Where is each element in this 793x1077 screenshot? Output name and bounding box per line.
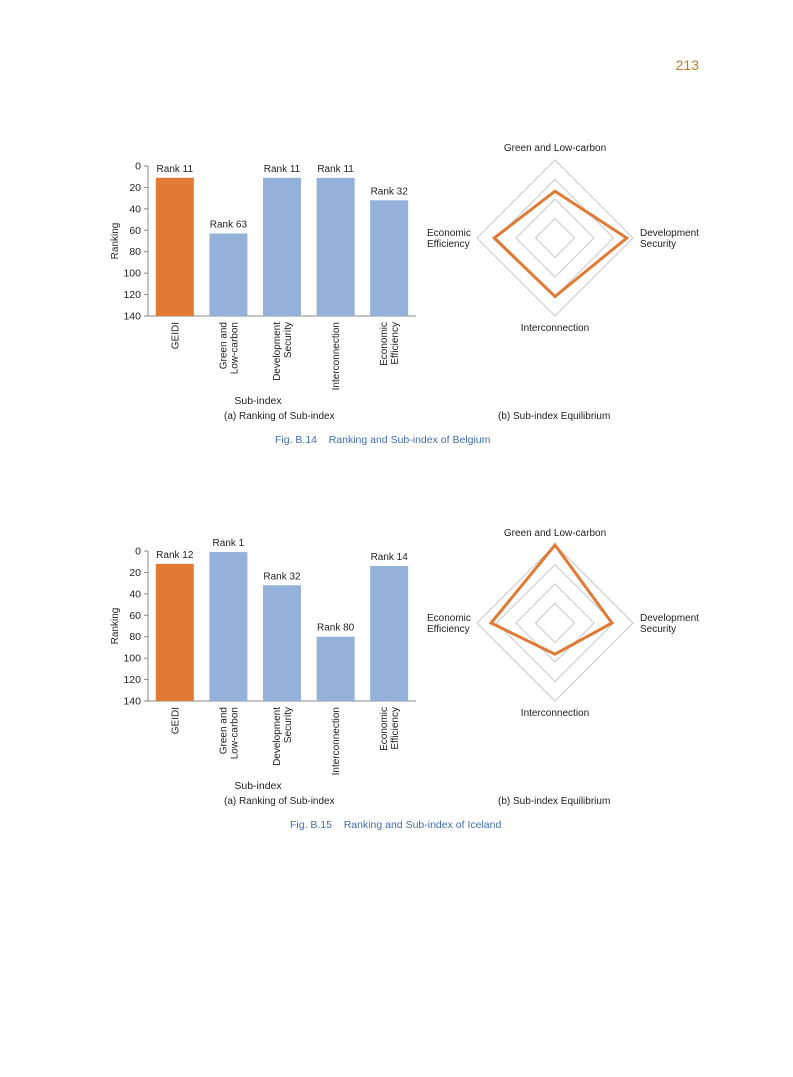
x-axis-label: Sub-index (234, 780, 282, 792)
figure-b15 (0, 528, 793, 835)
y-tick-label: 0 (135, 545, 141, 558)
radar-axis-label-line: Economic (427, 613, 471, 624)
radar-axis-label-left (427, 613, 471, 635)
radar-grid-ring (536, 219, 575, 258)
x-tick-label (272, 322, 294, 381)
radar-axis-label-line: Security (640, 624, 677, 635)
x-tick-label-line: Low-carbon (229, 707, 241, 760)
subcaption-bar-belgium: (a) Ranking of Sub-index (224, 411, 335, 422)
x-tick-label-line: Development (272, 322, 283, 381)
x-tick-label (272, 707, 294, 766)
x-tick-label-line: Efficiency (390, 707, 402, 750)
bar-data-label: Rank 1 (212, 538, 245, 550)
radar-axis-label-right (640, 613, 699, 635)
radar-grid-ring (497, 565, 614, 682)
radar-series-line (491, 545, 612, 654)
y-tick-label: 120 (123, 674, 141, 687)
x-tick-label-line: Green and (218, 322, 230, 370)
bar-chart-iceland (100, 535, 430, 800)
radar-axis-label-line: Security (640, 239, 677, 250)
bar (156, 564, 194, 701)
bar-data-label: Rank 80 (316, 622, 355, 634)
x-tick-label (170, 707, 181, 734)
radar-grid-ring (477, 160, 633, 316)
bar (263, 178, 301, 316)
y-tick-label: 80 (129, 246, 141, 259)
x-tick-label (218, 707, 240, 759)
x-tick-label (331, 707, 342, 775)
radar-axis-label-line: Efficiency (427, 239, 470, 250)
bar (370, 200, 408, 316)
radar-axis-label-line: Development (640, 228, 699, 239)
figure-b14 (0, 143, 793, 450)
x-tick-label-line: Security (283, 707, 294, 744)
radar-chart-belgium (420, 143, 720, 340)
radar-grid-ring (536, 604, 575, 643)
bar-data-label: Rank 32 (263, 571, 301, 583)
bar-data-label: Rank 14 (370, 552, 408, 563)
bar-data-label: Rank 63 (209, 219, 248, 231)
page-number: 213 (675, 57, 699, 73)
radar-axis-label-top: Green and Low-carbon (503, 528, 607, 539)
y-tick-label: 100 (123, 652, 141, 665)
bar (156, 178, 194, 316)
x-tick-label (379, 322, 401, 366)
radar-axis-label-line: Economic (427, 228, 471, 239)
radar-axis-label-bottom: Interconnection (520, 708, 590, 719)
radar-grid-ring (497, 180, 614, 297)
y-tick-label: 140 (123, 695, 141, 708)
x-tick-label-line: Green and (218, 707, 230, 755)
x-axis-label: Sub-index (234, 395, 282, 407)
x-tick-label (218, 322, 240, 374)
x-tick-label-line: Security (283, 322, 294, 359)
y-tick-label: 40 (129, 588, 141, 601)
bar (370, 566, 408, 701)
bar-data-label: Rank 11 (156, 163, 194, 175)
radar-axis-label-right (640, 228, 699, 250)
bar-data-label: Rank 11 (317, 163, 354, 175)
y-tick-label: 80 (129, 631, 141, 644)
bar-data-label: Rank 12 (156, 549, 194, 561)
y-tick-label: 140 (123, 310, 141, 323)
bar (317, 637, 355, 701)
y-tick-label: 40 (129, 203, 141, 216)
figure-caption-iceland: Fig. B.15 Ranking and Sub-index of Iceland (290, 819, 502, 831)
radar-axis-label-line: Development (640, 613, 699, 624)
y-tick-label: 120 (123, 289, 141, 302)
x-tick-label-line: GEIDI (170, 707, 182, 735)
x-tick-label-line: Efficiency (390, 322, 402, 365)
radar-chart-iceland (420, 528, 720, 725)
bar (209, 234, 247, 317)
x-tick-label-line: Interconnection (331, 707, 343, 776)
bar (263, 585, 301, 701)
x-tick-label-line: Development (272, 707, 283, 766)
bar (317, 178, 355, 316)
x-tick-label-line: Low-carbon (229, 322, 241, 375)
x-tick-label (170, 322, 181, 349)
radar-axis-label-top: Green and Low-carbon (503, 143, 607, 154)
y-tick-label: 60 (129, 609, 141, 622)
subcaption-bar-iceland: (a) Ranking of Sub-index (224, 796, 335, 807)
radar-axis-label-left (427, 228, 471, 250)
x-tick-label-line: Economic (379, 322, 391, 366)
y-tick-label: 20 (129, 181, 141, 194)
x-tick-label-line: GEIDI (170, 322, 182, 350)
y-tick-label: 20 (129, 566, 141, 579)
x-tick-label-line: Economic (379, 707, 391, 751)
x-tick-label-line: Interconnection (331, 322, 343, 391)
radar-axis-label-line: Efficiency (427, 624, 470, 635)
x-tick-label (379, 707, 401, 751)
figure-caption-belgium: Fig. B.14 Ranking and Sub-index of Belgium (275, 434, 491, 446)
radar-axis-label-bottom: Interconnection (520, 323, 590, 334)
radar-grid-ring (516, 584, 594, 662)
radar-series-line (494, 191, 627, 296)
y-tick-label: 0 (135, 160, 141, 173)
y-tick-label: 60 (129, 224, 141, 237)
y-axis-label: Ranking (110, 222, 121, 260)
subcaption-radar-belgium: (b) Sub-index Equilibrium (498, 411, 611, 422)
x-tick-label (331, 322, 342, 390)
bar-data-label: Rank 11 (263, 163, 301, 175)
bar-chart-belgium (100, 150, 430, 415)
bar (209, 552, 247, 701)
bar-data-label: Rank 32 (370, 186, 408, 198)
y-axis-label: Ranking (110, 607, 121, 645)
subcaption-radar-iceland: (b) Sub-index Equilibrium (498, 796, 611, 807)
y-tick-label: 100 (123, 267, 141, 280)
